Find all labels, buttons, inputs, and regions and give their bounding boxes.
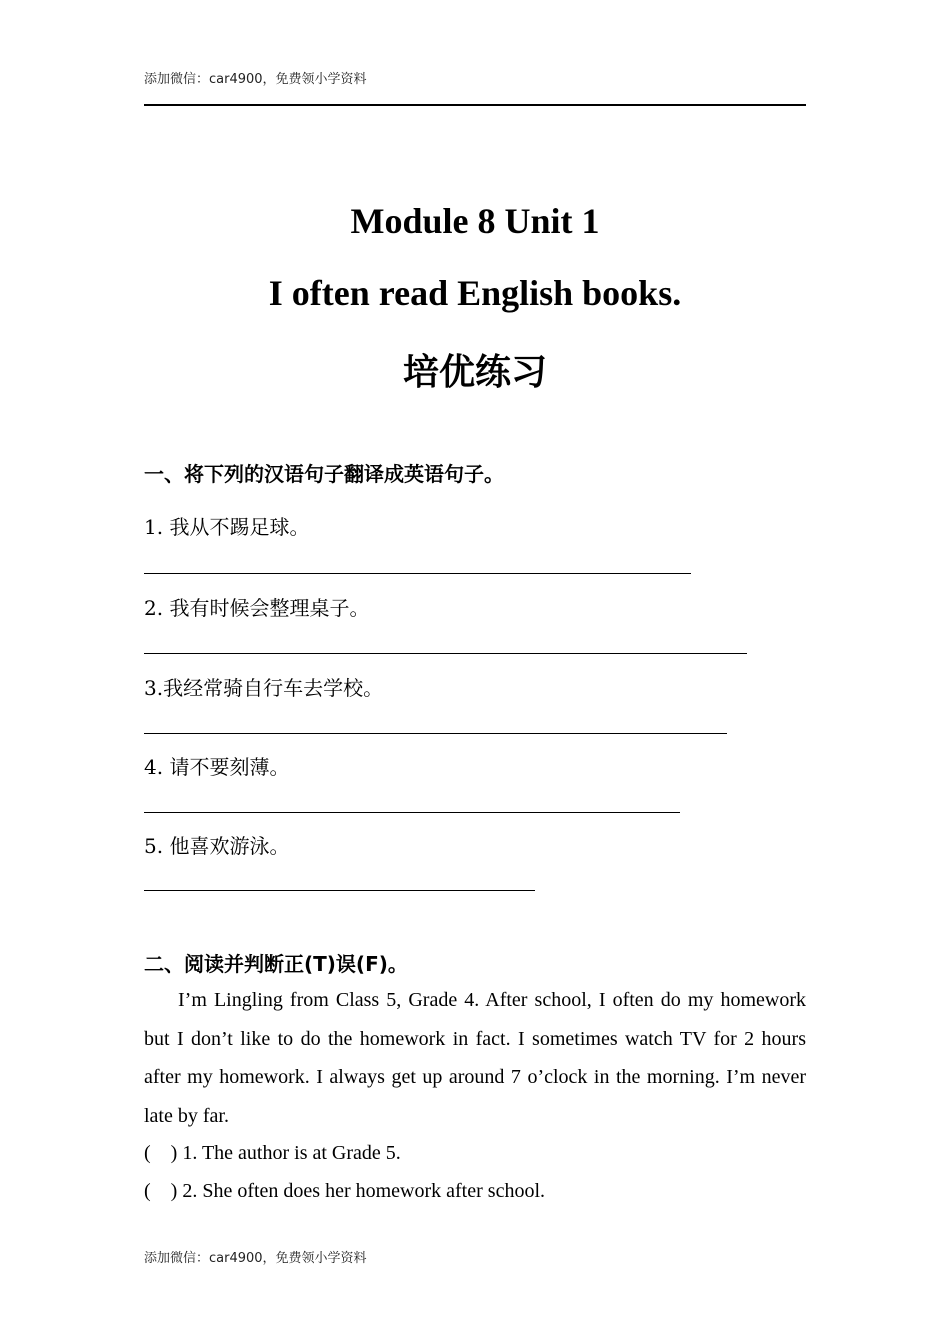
answer-line-3[interactable] xyxy=(144,733,727,734)
question-3: 3.我经常骑自行车去学校。 xyxy=(144,676,384,700)
question-1: 1. 我从不踢足球。 xyxy=(144,515,310,539)
question-5: 5. 他喜欢游泳。 xyxy=(144,834,290,858)
tf-item-1[interactable]: ( ) 1. The author is at Grade 5. xyxy=(144,1142,401,1164)
question-2: 2. 我有时候会整理桌子。 xyxy=(144,596,370,620)
question-4: 4. 请不要刻薄。 xyxy=(144,755,290,779)
reading-passage: I’m Lingling from Class 5, Grade 4. After school, I often do my homework but I don’t like to do the homework in fact. I sometimes watch TV for 2 hours after my homework. I always get up around 7 o’clock in the morning. I’m never late by far. xyxy=(144,989,806,1127)
title-lesson: I often read English books. xyxy=(268,273,682,313)
tf-item-2[interactable]: ( ) 2. She often does her homework after school. xyxy=(144,1180,545,1202)
answer-line-4[interactable] xyxy=(144,812,680,813)
footer-note: 添加微信：car4900，免费领小学资料 xyxy=(144,1251,367,1266)
answer-line-5[interactable] xyxy=(144,890,535,891)
section-2-heading: 二、阅读并判断正(T)误(F)。 xyxy=(144,952,408,976)
section-1-heading: 一、将下列的汉语句子翻译成英语句子。 xyxy=(144,462,504,486)
answer-line-2[interactable] xyxy=(144,653,747,654)
title-module: Module 8 Unit 1 xyxy=(350,201,600,241)
header-note: 添加微信：car4900，免费领小学资料 xyxy=(144,72,367,87)
header-divider xyxy=(144,104,806,106)
title-practice: 培优练习 xyxy=(402,352,547,393)
answer-line-1[interactable] xyxy=(144,573,691,574)
